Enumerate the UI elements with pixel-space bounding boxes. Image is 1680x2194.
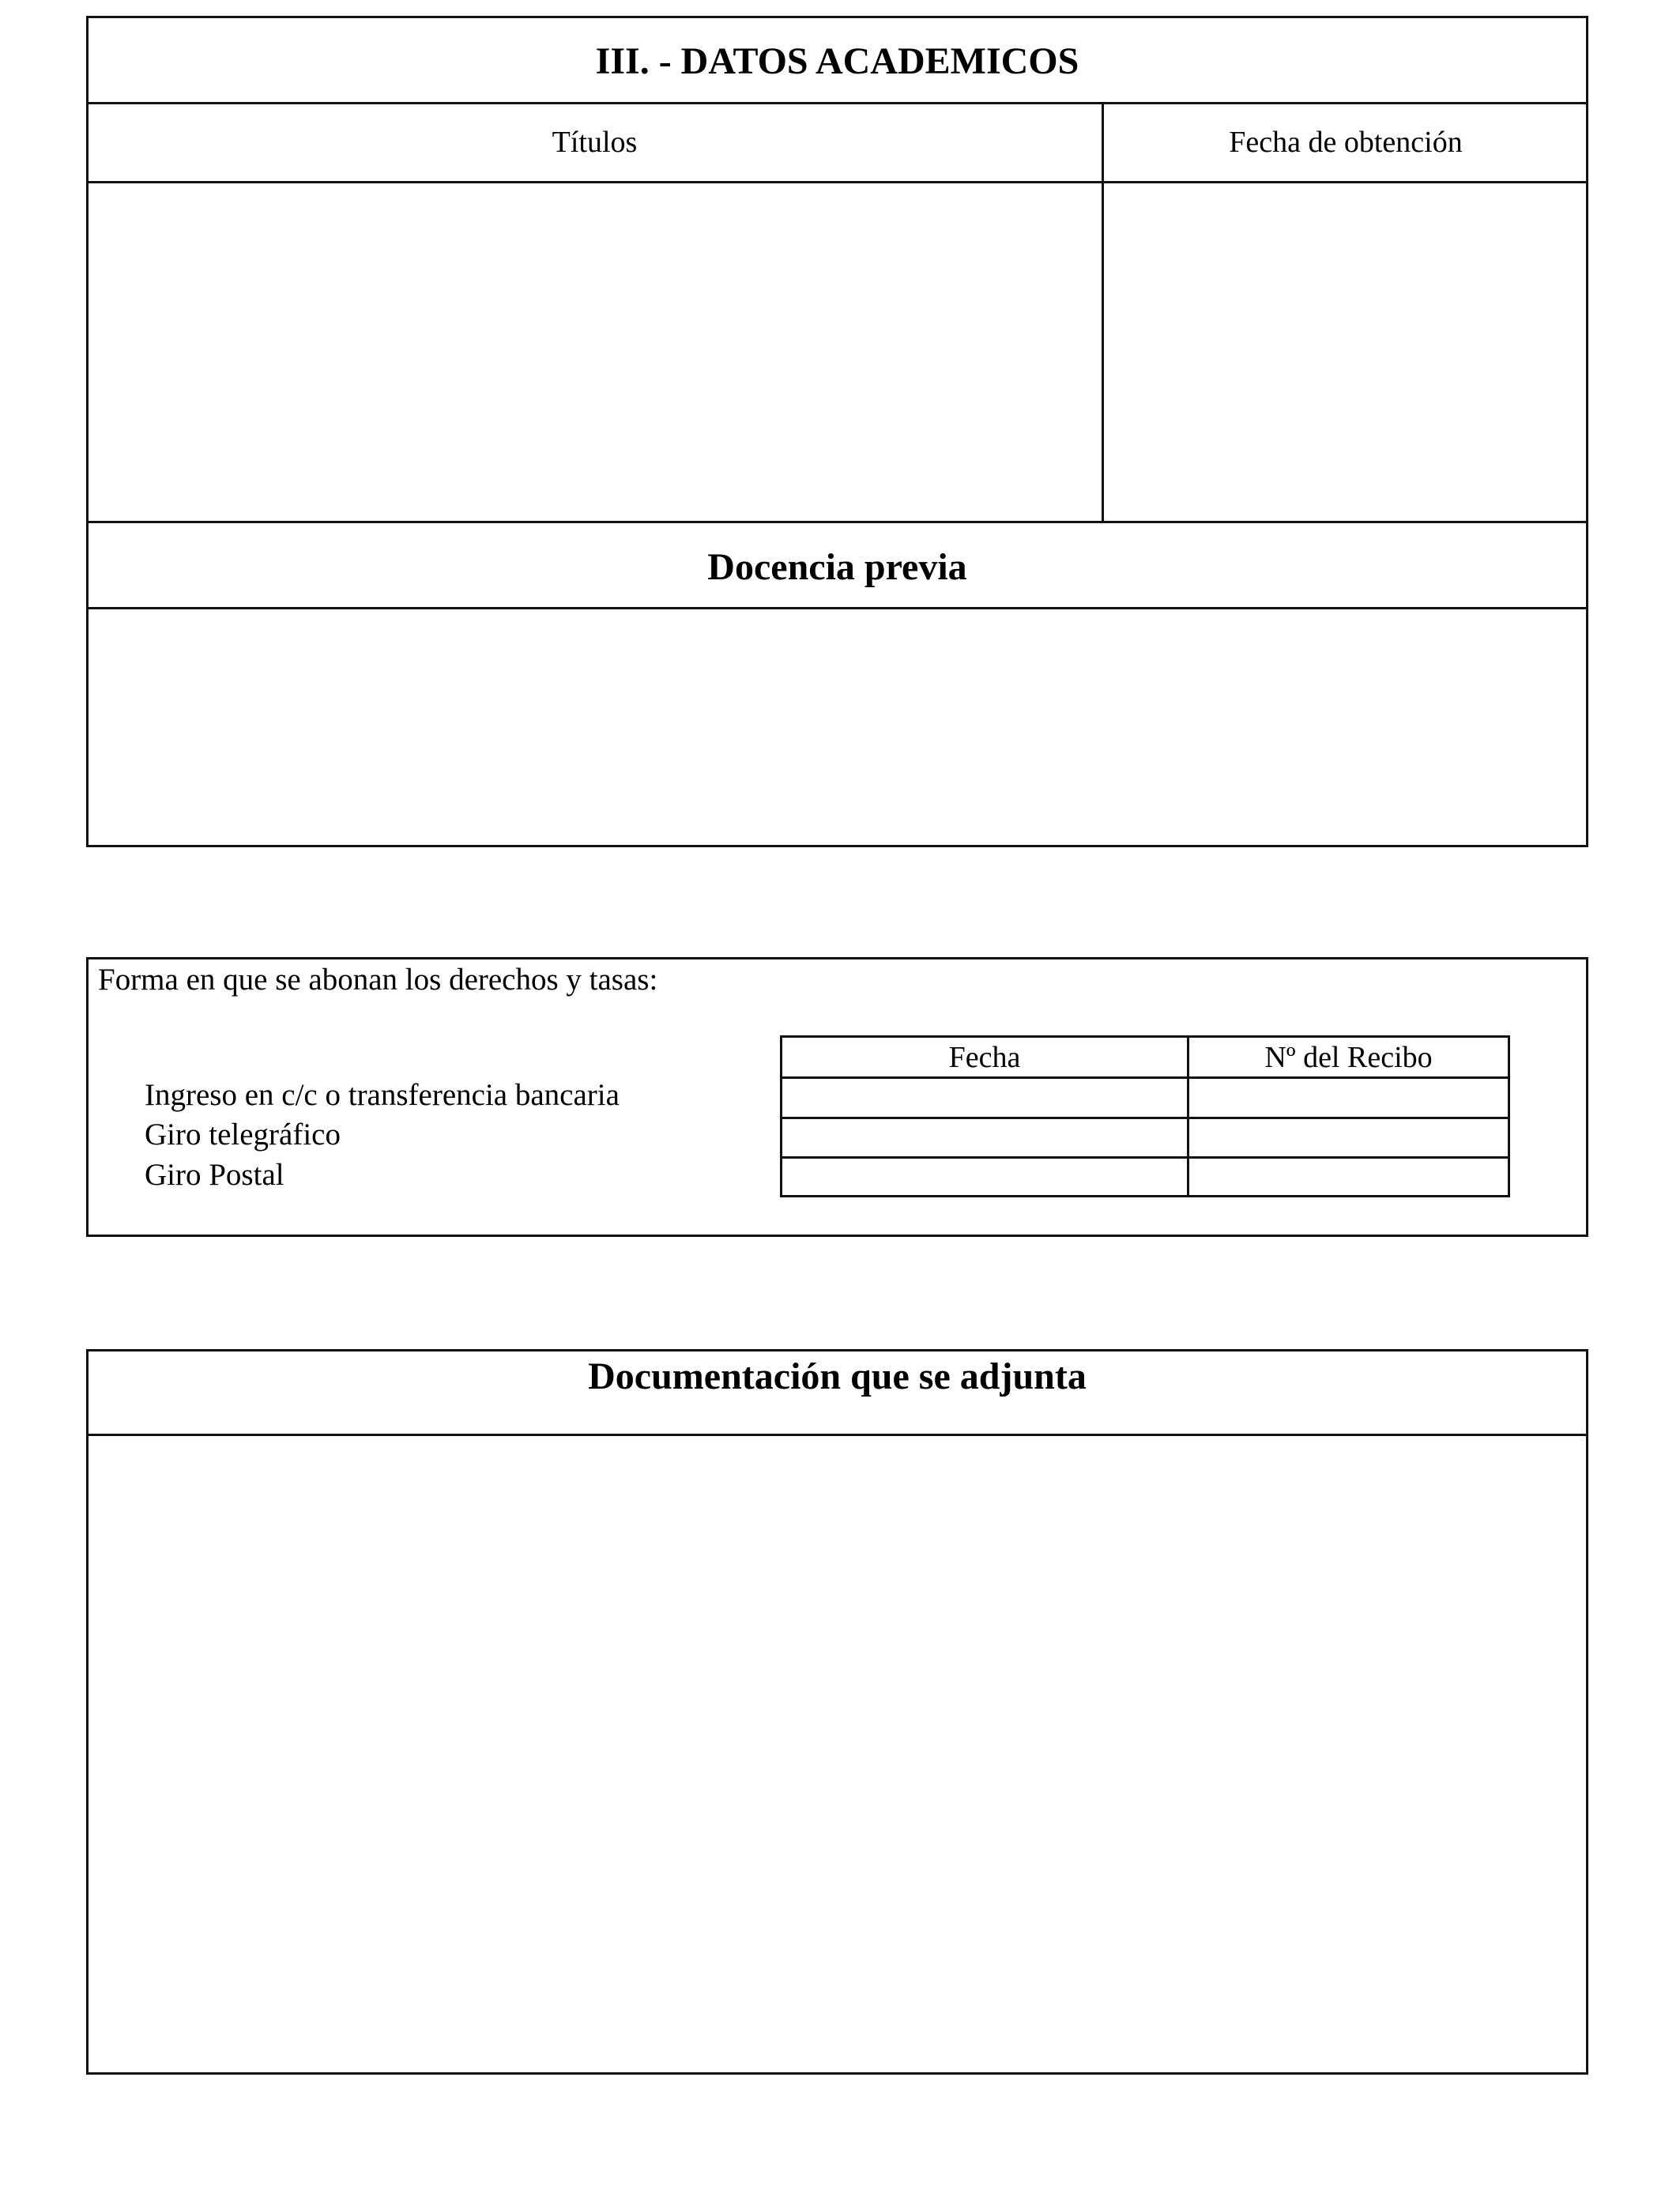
receipt-table-header-receipt-number: Nº del Recibo [1264,1041,1433,1074]
teaching-divider-top [86,521,1588,523]
payment-intro: Forma en que se abonan los derechos y tasas: [98,963,658,997]
receipt-number-cell[interactable] [1189,1159,1508,1195]
payment-method-telegraphic: Giro telegráfico [145,1118,341,1152]
academic-section-title: III. - DATOS ACADEMICOS [595,40,1079,82]
teaching-entry-area[interactable] [89,609,1586,844]
teaching-title: Docencia previa [707,546,967,588]
receipt-number-cell[interactable] [1189,1119,1508,1156]
receipt-table-header-date: Fecha [948,1041,1021,1074]
titles-column-header: Títulos [552,126,638,159]
payment-receipt-table [780,1035,1510,1197]
date-entry-area[interactable] [1104,183,1586,522]
documentation-entry-area[interactable] [89,1436,1586,2072]
receipt-date-cell[interactable] [782,1119,1187,1156]
receipt-number-cell[interactable] [1189,1079,1508,1117]
date-obtained-column-header: Fecha de obtención [1229,126,1463,159]
documentation-title: Documentación que se adjunta [588,1355,1087,1397]
receipt-date-cell[interactable] [782,1079,1187,1117]
title-divider [86,102,1588,104]
payment-method-bank-transfer: Ingreso en c/c o transferencia bancaria [145,1078,620,1112]
receipt-date-cell[interactable] [782,1159,1187,1195]
titles-entry-area[interactable] [89,183,1102,522]
payment-method-postal: Giro Postal [145,1158,284,1192]
